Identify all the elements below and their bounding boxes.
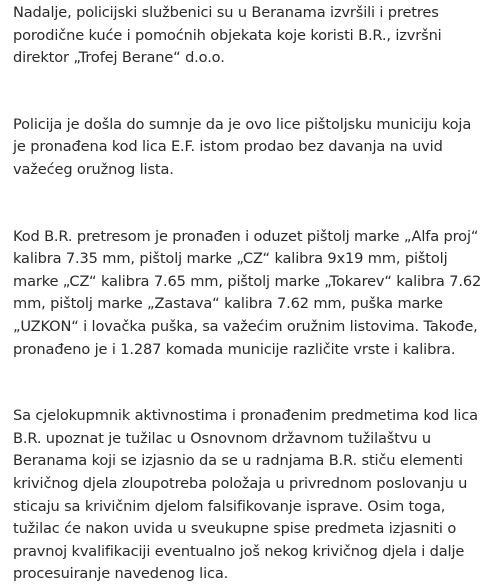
article-paragraph: Policija je došla do sumnje da je ovo lice pištoljsku municiju koja je pronađena kod lica E.F. istom prodao bez davanja na uvid važećeg oružnog lista. [13,115,472,178]
article-paragraph: Sa cjelokupmnik aktivnostima i pronađenim predmetima kod lica B.R. upoznat je tužilac u Osnovnom državnom tužilaštvu u Beranama koji se izjasnio da se u radnjama B.R. stiču elementi krivičnog djela zloupotreba položaja u privrednom poslovanju u sticaju sa krivičnim djelom falsifikovanje isprave. Osim toga, tužilac će nakon uvida u sveukupne spise predmeta izjasniti o pravnoj kvalifikaciji eventualno još nekog krivičnog djela i dalje procesuiranje navedenog lica. [13,407,478,583]
article-paragraph: Kod B.R. pretresom je pronađen i oduzet pištolj marke „Alfa proj“ kalibra 7.35 mm, pištolj marke „CZ“ kalibra 9x19 mm, pištolj marke „CZ“ kalibra 7.65 mm, pištolj marke „Tokarev“ kalibra 7.62 mm, pištolj marke „Zastava“ kalibra 7.62 mm, puška marke „UZKON“ i lovačka puška, sa važećim oružnim listovima. Takođe, pronađeno je i 1.287 komada municije različite vrste i kalibra. [13,227,482,358]
article-paragraph: Nadalje, policijski službenici su u Beranama izvršili i pretres porodične kuće i pomoćnih objekata koje koristi B.R., izvršni direktor „Trofej Berane“ d.o.o. [13,4,442,67]
